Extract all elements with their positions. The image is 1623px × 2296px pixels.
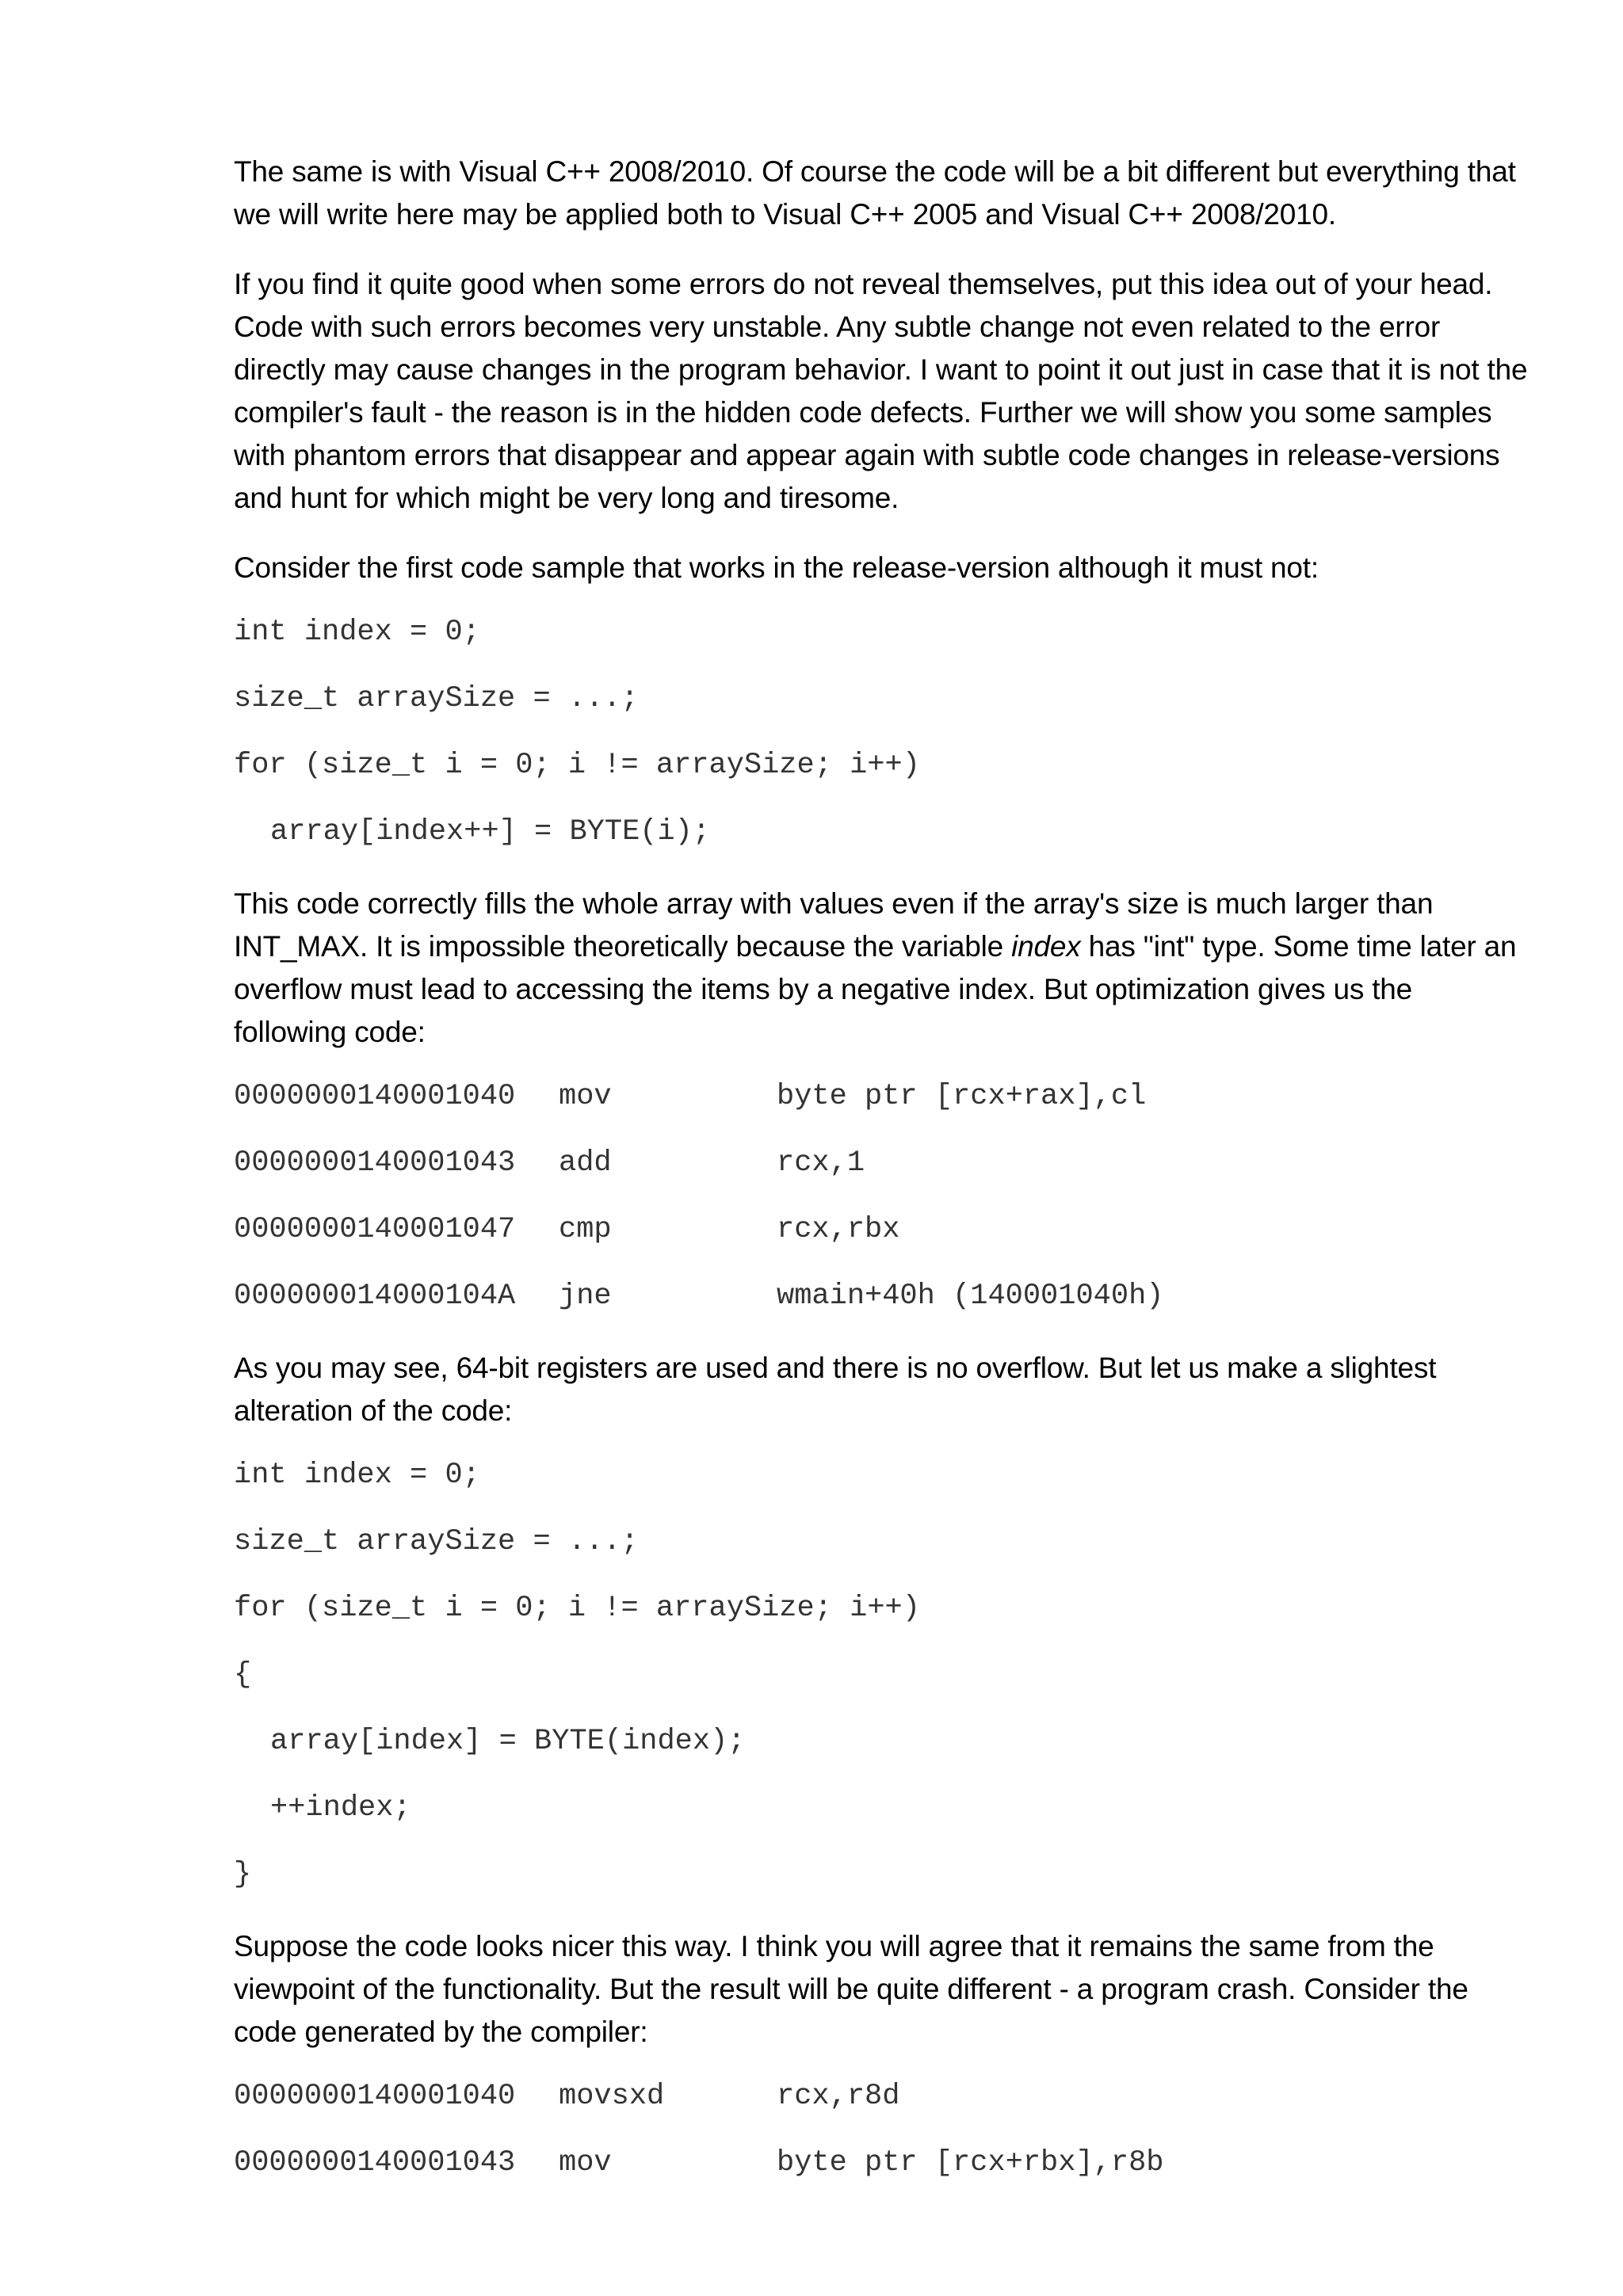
asm-line [234, 1147, 1529, 1179]
code-line: ++index; [270, 1791, 411, 1825]
paragraph-64bit-registers: As you may see, 64-bit registers are used and there is no overflow. But let us make a slightest alteration of the code: [234, 1352, 1437, 1427]
code-sample-2 [234, 1459, 1529, 1890]
code-line: int index = 0; [234, 1459, 480, 1492]
asm-line [234, 1280, 1529, 1312]
asm-opcode: jne [559, 1280, 612, 1313]
asm-address: 000000014000104A [234, 1280, 516, 1313]
asm-operands: byte ptr [rcx+rax],cl [777, 1080, 1147, 1113]
asm-address: 0000000140001043 [234, 2146, 516, 2180]
asm-address: 0000000140001047 [234, 1213, 516, 1246]
asm-opcode: add [559, 1146, 612, 1180]
asm-address: 0000000140001040 [234, 1080, 516, 1113]
asm-opcode: cmp [559, 1213, 612, 1246]
asm-line [234, 2081, 1529, 2112]
paragraph-text: This code correctly fills the whole array with values even if the array's size is much larger than INT_MAX. It is impossible theoretically because the variable [234, 887, 1434, 963]
asm-opcode: movsxd [559, 2080, 665, 2113]
asm-line [234, 1214, 1529, 1245]
document-page [234, 151, 1529, 2214]
code-line: int index = 0; [234, 616, 480, 649]
code-line: for (size_t i = 0; i != arraySize; i++) [234, 1592, 920, 1625]
emphasized-word-index: index [1011, 930, 1081, 963]
code-sample-1 [234, 616, 1529, 848]
asm-operands: wmain+40h (140001040h) [777, 1280, 1164, 1313]
asm-line [234, 1081, 1529, 1112]
asm-operands: rcx,rbx [777, 1213, 900, 1246]
asm-operands: rcx,1 [777, 1146, 865, 1180]
code-line: array[index] = BYTE(index); [270, 1725, 746, 1758]
paragraph-program-crash: Suppose the code looks nicer this way. I think you will agree that it remains the same from the viewpoint of the functionality. But the result will be quite different - a program crash. Consider the code generated by the compiler: [234, 1930, 1468, 2048]
paragraph-hidden-errors: If you find it quite good when some errors do not reveal themselves, put this idea out of your head. Code with such errors becomes very unstable. Any subtle change not even related to the error directly may cause changes in the program behavior. I want to point it out just in case that it is not the compiler's fault - the reason is in the hidden code defects. Further we will show you some samples with phantom errors that disappear and appear again with subtle code changes in release-versions and hunt for which might be very long and tiresome. [234, 268, 1528, 514]
code-line: size_t arraySize = ...; [234, 1525, 639, 1558]
assembly-listing-1 [234, 1081, 1529, 1312]
asm-operands: byte ptr [rcx+rbx],r8b [777, 2146, 1164, 2180]
code-line: { [234, 1658, 252, 1691]
code-line: } [234, 1858, 252, 1891]
paragraph-text: has "int" type. Some time later an overflow must lead to accessing the items by a negative index. But optimization gives us the following code: [234, 930, 1517, 1048]
asm-opcode: mov [559, 2146, 612, 2180]
code-line: for (size_t i = 0; i != arraySize; i++) [234, 749, 920, 782]
code-line: array[index++] = BYTE(i); [270, 815, 711, 849]
asm-address: 0000000140001043 [234, 1146, 516, 1180]
asm-opcode: mov [559, 1080, 612, 1113]
code-line: size_t arraySize = ...; [234, 682, 639, 715]
asm-operands: rcx,r8d [777, 2080, 900, 2113]
paragraph-array-fill-explanation [234, 883, 1529, 1054]
paragraph-first-sample-intro: Consider the first code sample that works in the release-version although it must not: [234, 551, 1319, 584]
asm-address: 0000000140001040 [234, 2080, 516, 2113]
asm-line [234, 2147, 1529, 2179]
assembly-listing-2 [234, 2081, 1529, 2179]
paragraph-visual-cpp: The same is with Visual C++ 2008/2010. Of course the code will be a bit different but everything that we will write here may be applied both to Visual C++ 2005 and Visual C++ 2008/2010. [234, 155, 1516, 231]
